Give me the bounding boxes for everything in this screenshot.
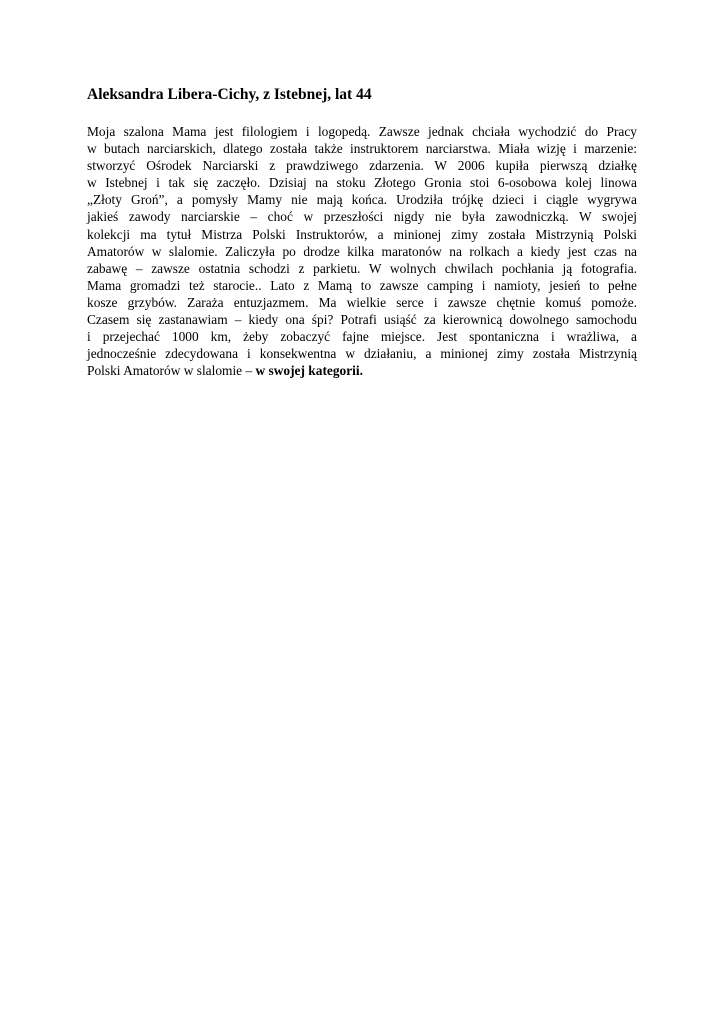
paragraph-line: „Złoty Groń”, a pomysły Mamy nie mają końca. Urodziła trójkę dzieci i ciągle wygrywa — [87, 192, 637, 208]
paragraph-line: Moja szalona Mama jest filologiem i logopedą. Zawsze jednak chciała wychodzić do Pracy — [87, 124, 637, 139]
paragraph-line: kolekcji ma tytuł Mistrza Polski Instruktorów, a minionej zimy została Mistrzynią Polski — [87, 226, 637, 242]
bold-emphasis-text: w swojej kategorii. — [255, 363, 363, 379]
document-title: Aleksandra Libera-Cichy, z Istebnej, lat 44 — [87, 86, 372, 103]
paragraph-line: w Istebnej i tak się zaczęło. Dzisiaj na stoku Złotego Gronia stoi 6-osobowa kolej linowa — [87, 175, 637, 191]
paragraph-last-line — [87, 362, 637, 379]
paragraph-line: i przejechać 1000 km, żeby zobaczyć fajne miejsce. Jest spontaniczna i wrażliwa, a — [87, 329, 637, 345]
paragraph-line: jakieś zawody narciarskie – choć w przeszłości nigdy nie była zawodniczką. W swojej — [87, 209, 637, 225]
document-page — [87, 84, 637, 379]
paragraph-line: jednocześnie zdecydowana i konsekwentna w działaniu, a minionej zimy została Mistrzynią — [87, 346, 637, 362]
paragraph-line: Czasem się zastanawiam – kiedy ona śpi? Potrafi usiąść za kierownicą dowolnego samochodu — [87, 312, 637, 328]
paragraph-line: kosze grzybów. Zaraża entuzjazmem. Ma wielkie serce i zawsze chętnie komuś pomoże. — [87, 294, 637, 310]
paragraph-line: Mama gromadzi też starocie.. Lato z Mamą to zawsze camping i namioty, jesień to pełne — [87, 277, 637, 293]
paragraph-last-line-text: Polski Amatorów w slalomie – — [87, 363, 256, 379]
paragraph-line: w butach narciarskich, dlatego została także instruktorem narciarstwa. Miała wizję i marzenie: — [87, 141, 637, 157]
paragraph-line: Amatorów w slalomie. Zaliczyła po drodze kilka maratonów na rolkach a kiedy jest czas na — [87, 243, 637, 259]
paragraph-line: zabawę – zawsze ostatnia schodzi z parkietu. W wolnych chwilach pochłania ją fotografia. — [87, 260, 637, 276]
paragraph-line: stworzyć Ośrodek Narciarski z prawdziwego zdarzenia. W 2006 kupiła pierwszą działkę — [87, 158, 637, 174]
document-paragraph — [87, 123, 637, 379]
